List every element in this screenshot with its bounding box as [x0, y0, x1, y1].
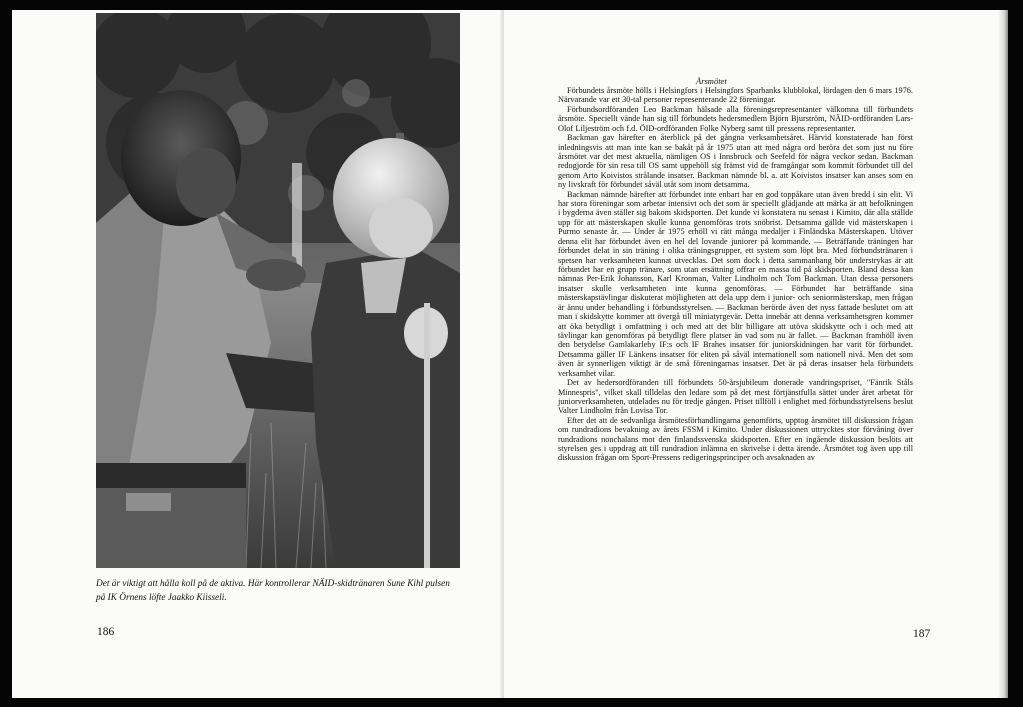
page-number-right: 187: [913, 628, 931, 640]
page-number-left: 186: [97, 626, 115, 638]
page-edge-shadow: [998, 10, 1008, 698]
paragraph: Backman gav härefter en återblick på det gångna verksamhetsåret. Härvid konstaterade han först inledningsvis att man inte kan se bakåt på år 1975 utan att med några ord beröra det som just nu före årsmötet var det mest aktuella, nämligen OS i Innsbruck och Seefeld för några veckor sedan. Backman redogjorde för sin resa till OS samt uppehöll sig främst vid de framgångar som kommit förbundet till del genom Arto Koivistos strålande insatser. Backman nämnde bl. a. att Koivistos insatser kan anses som en ny livskraft för förbundet såväl utåt som inom detsamma.: [558, 133, 913, 190]
running-head: Årsmötet: [696, 76, 727, 86]
paragraph: Förbundsordföranden Leo Backman hälsade alla föreningsrepresentanter välkomna till förbundets årsmöte. Speciellt vände han sig till förbundets hedersmedlem Björn Bjurström, NÄID-ordföranden Lars-Olof Liljeström och f.d. ÖID-ordföranden Folke Nyberg samt till pressens representanter.: [558, 104, 913, 133]
book-spread: [12, 10, 1008, 698]
ski-coach-photo: [96, 13, 460, 568]
paragraph: Förbundets årsmöte hölls i Helsingfors i Helsingfors Sparbanks klubblokal, lördagen den 6 mars 1976. Närvarande var ett 30-tal personer representerande 22 föreningar.: [558, 86, 913, 105]
article-text: [558, 86, 913, 463]
paragraph: Efter det att de sedvanliga årsmötesförhandlingarna genomförts, upptog årsmötet till diskussion frågan om rundradions bevakning av årets FSSM i Kimito. Under diskussionen uttrycktes stor förvåning över rundradions nonchalans mot den finlandssvenska skidsporten. Efter en ingående diskussion beslöts att styrelsen ges i uppdrag att till rundradion inlämna en skrivelse i detta ärende. Årsmötet tog även upp till diskussion frågan om Sport-Pressens redigeringsprinciper och avsaknaden av: [558, 415, 913, 463]
left-page: [12, 10, 504, 698]
photo-caption: Det är viktigt att hålla koll på de aktiva. Här kontrollerar NÄID-skidtränaren Sune Kihl pulsen på IK Örnens löfte Jaakko Kiisseli.: [96, 579, 450, 603]
paragraph: Backman nämnde härefter att förbundet inte enbart har en god toppåkare utan även bredd i sin elit. Vi har stora föreningar som arbetar intensivt och det som är speciellt glädjande att märka är att befolkningen i bygderna även ställer sig bakom skidsporten. Det kunde vi konstatera nu senast i Kimito, där alla ställde upp för att mästerskapen skulle kunna genomföras trots snöbrist. Detsamma gällde vid mästerskapen i Purmo senaste år. — Under år 1975 erhöll vi rätt många medaljer i Finländska Mästerskapen. Utöver denna elit har förbundet även en hel del lovande juniorer på kommande. — Beträffande träningen har förbundet delat in sin träning i olika träningsgrupper, ett system som löpt bra. Med förbundstränaren i spetsen har verksamheten kunnat utvecklas. Det som dock i detta sammanhang bör understrykas är att förbundet har en grupp tränare, som utan ersättning offrar en massa tid på skidsporten. Bland dessa kan nämnas Per-Erik Johansson, Karl Kronman, Valter Lindholm och Tom Backman. Utan dessa personers insatser skulle verksamheten inte kunna genomföras. — Förbundet har beträffande sina mästerskapstävlingar diskuterat möjligheten att dela upp dem i junior- och seniormästerskap, men frågan är ännu under behandling i förbundsstyrelsen. — Backman berörde även det nyss fattade beslutet om att man i skidskytte kommer att övergå till miniatyrgevär. Detta innebär att denna verksamhetsgren kommer att öka betydligt i omfattning i och med att det blir billigare att utöva skidskytte och i och med att tävlingar kan genomföras på betydligt flere platser än vad som nu är fallet. — Backman framhöll även den betydelse Gamlakarleby IF:s och IF Brahes insatser för juniorskidningen har varit för förbundet. Detsamma gäller IF Länkens insatser för eliten på såväl internationell som nationell nivå. Men det som även är synnerligen viktigt är de små föreningarnas insatser. Det är på deras insatser hela förbundets verksamhet vilar.: [558, 189, 913, 378]
right-page: [504, 10, 1008, 698]
paragraph: Det av hedersordföranden till förbundets 50-årsjubileum donerade vandringspriset, "Fänrik Ståls Minnespris", vilket skall tilldelas den ledare som på det mest förtjänstfulla sättet under året arbetat för juniorverksamheten, utdelades nu för tredje gången. Priset tillföll i enlighet med förbundsstyrelsens beslut Valter Lindholm från Lovisa Tor.: [558, 378, 913, 416]
